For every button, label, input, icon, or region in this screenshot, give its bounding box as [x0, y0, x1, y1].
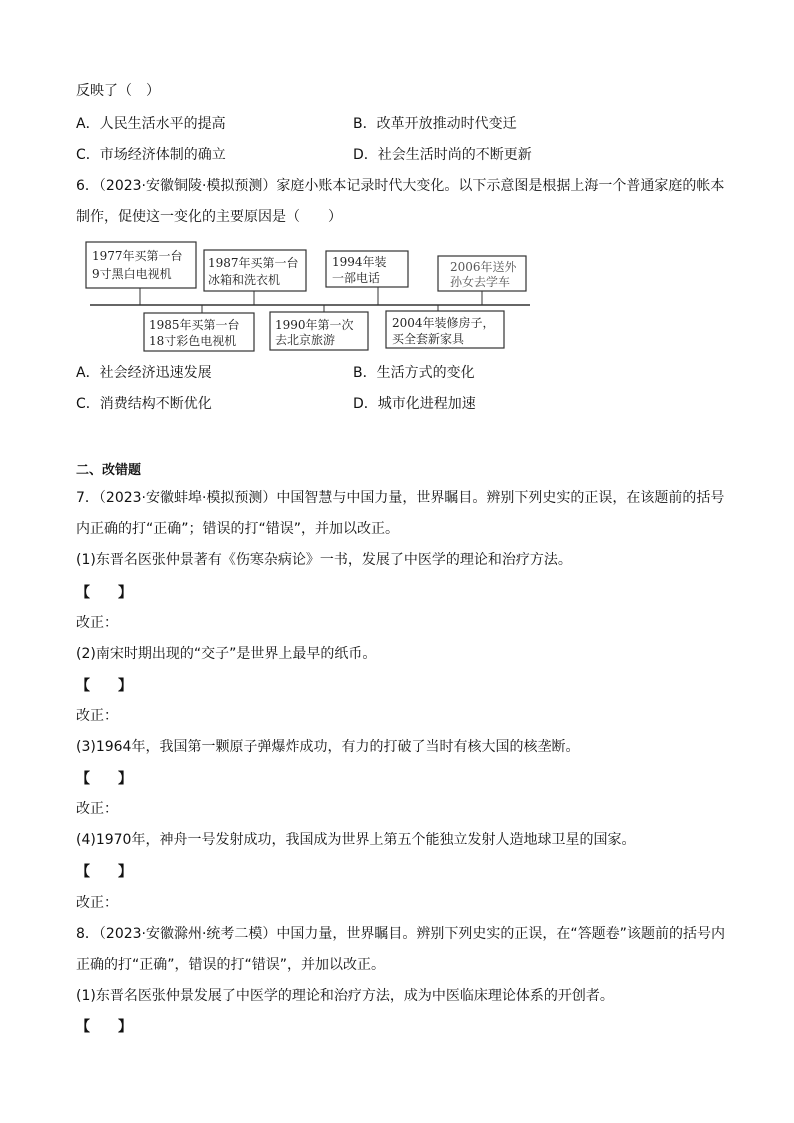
family-ledger-timeline — [84, 238, 534, 356]
svg-text:18寸彩色电视机: 18寸彩色电视机 — [149, 334, 237, 348]
q5-option-a: A．人民生活水平的提高 — [76, 116, 226, 132]
svg-text:孙女去学车: 孙女去学车 — [450, 275, 511, 289]
timeline-event-1985 — [144, 313, 254, 351]
svg-text:2004年装修房子，: 2004年装修房子， — [392, 316, 495, 330]
q8-stem-line2: 正确的打“正确”，错误的打“错误”，并加以改正。 — [76, 957, 386, 973]
q6-stem-line2: 制作，促使这一变化的主要原因是（ ） — [76, 209, 342, 225]
q7-item-2-correction-label: 改正： — [76, 708, 118, 724]
svg-text:1987年买第一台: 1987年买第一台 — [208, 256, 299, 270]
q7-item-3-correction-label: 改正： — [76, 801, 118, 817]
q7-item-4-correction-label: 改正： — [76, 895, 118, 911]
q6-option-c: C．消费结构不断优化 — [76, 396, 212, 412]
q5-option-c: C．市场经济体制的确立 — [76, 147, 226, 163]
svg-text:2006年送外: 2006年送外 — [450, 260, 517, 274]
timeline-event-1990 — [270, 312, 368, 350]
svg-text:一部电话: 一部电话 — [332, 271, 381, 285]
q6-option-a: A．社会经济迅速发展 — [76, 365, 212, 381]
timeline-event-1977 — [86, 242, 196, 288]
q6-option-d: D．城市化进程加速 — [353, 396, 476, 412]
q7-stem-line2: 内正确的打“正确”；错误的打“错误”，并加以改正。 — [76, 521, 400, 537]
q8-item-1-text: (1)东晋名医张仲景发展了中医学的理论和治疗方法，成为中医临床理论体系的开创者。 — [76, 988, 614, 1004]
timeline-event-1994 — [326, 251, 408, 287]
svg-text:1994年装: 1994年装 — [332, 255, 387, 269]
timeline-event-1987 — [204, 250, 306, 291]
svg-text:去北京旅游: 去北京旅游 — [275, 333, 336, 347]
q7-item-3-answer-bracket[interactable]: 【 】 — [76, 771, 132, 787]
q5-stem-tail: 反映了（ ） — [76, 83, 160, 99]
q7-item-2-answer-bracket[interactable]: 【 】 — [76, 678, 132, 694]
q7-item-4-answer-bracket[interactable]: 【 】 — [76, 864, 132, 880]
svg-text:冰箱和洗衣机: 冰箱和洗衣机 — [208, 273, 281, 287]
q7-item-2-text: (2)南宋时期出现的“交子”是世界上最早的纸币。 — [76, 646, 377, 662]
svg-text:1985年买第一台: 1985年买第一台 — [149, 318, 240, 332]
timeline-event-2004 — [386, 311, 504, 348]
q7-stem-line1: 7．（2023·安徽蚌埠·模拟预测）中国智慧与中国力量，世界瞩目。辨别下列史实的正误，在该题前的括号 — [76, 490, 725, 506]
q5-option-b: B．改革开放推动时代变迁 — [353, 116, 517, 132]
svg-text:1990年第一次: 1990年第一次 — [275, 318, 354, 332]
q7-item-1-correction-label: 改正： — [76, 615, 118, 631]
q8-item-1-answer-bracket[interactable]: 【 】 — [76, 1019, 132, 1035]
q7-item-4-text: (4)1970年，神舟一号发射成功，我国成为世界上第五个能独立发射人造地球卫星的国家。 — [76, 832, 636, 848]
q8-stem-line1: 8．（2023·安徽滁州·统考二模）中国力量，世界瞩目。辨别下列史实的正误，在“答题卷”该题前的括号内 — [76, 926, 725, 942]
svg-text:9寸黑白电视机: 9寸黑白电视机 — [92, 267, 172, 281]
q6-stem-line1: 6．（2023·安徽铜陵·模拟预测）家庭小账本记录时代大变化。以下示意图是根据上海一个普通家庭的帐本 — [76, 178, 725, 194]
q6-option-b: B．生活方式的变化 — [353, 365, 475, 381]
svg-text:1977年买第一台: 1977年买第一台 — [92, 249, 183, 263]
q7-item-3-text: (3)1964年，我国第一颗原子弹爆炸成功，有力的打破了当时有核大国的核垄断。 — [76, 739, 580, 755]
q5-option-d: D．社会生活时尚的不断更新 — [353, 147, 532, 163]
q7-item-1-answer-bracket[interactable]: 【 】 — [76, 585, 132, 601]
q7-item-1-text: (1)东晋名医张仲景著有《伤寒杂病论》一书，发展了中医学的理论和治疗方法。 — [76, 552, 572, 568]
svg-text:买全套新家具: 买全套新家具 — [392, 332, 465, 346]
section-title: 二、改错题 — [76, 463, 142, 478]
timeline-event-2006 — [438, 256, 526, 291]
